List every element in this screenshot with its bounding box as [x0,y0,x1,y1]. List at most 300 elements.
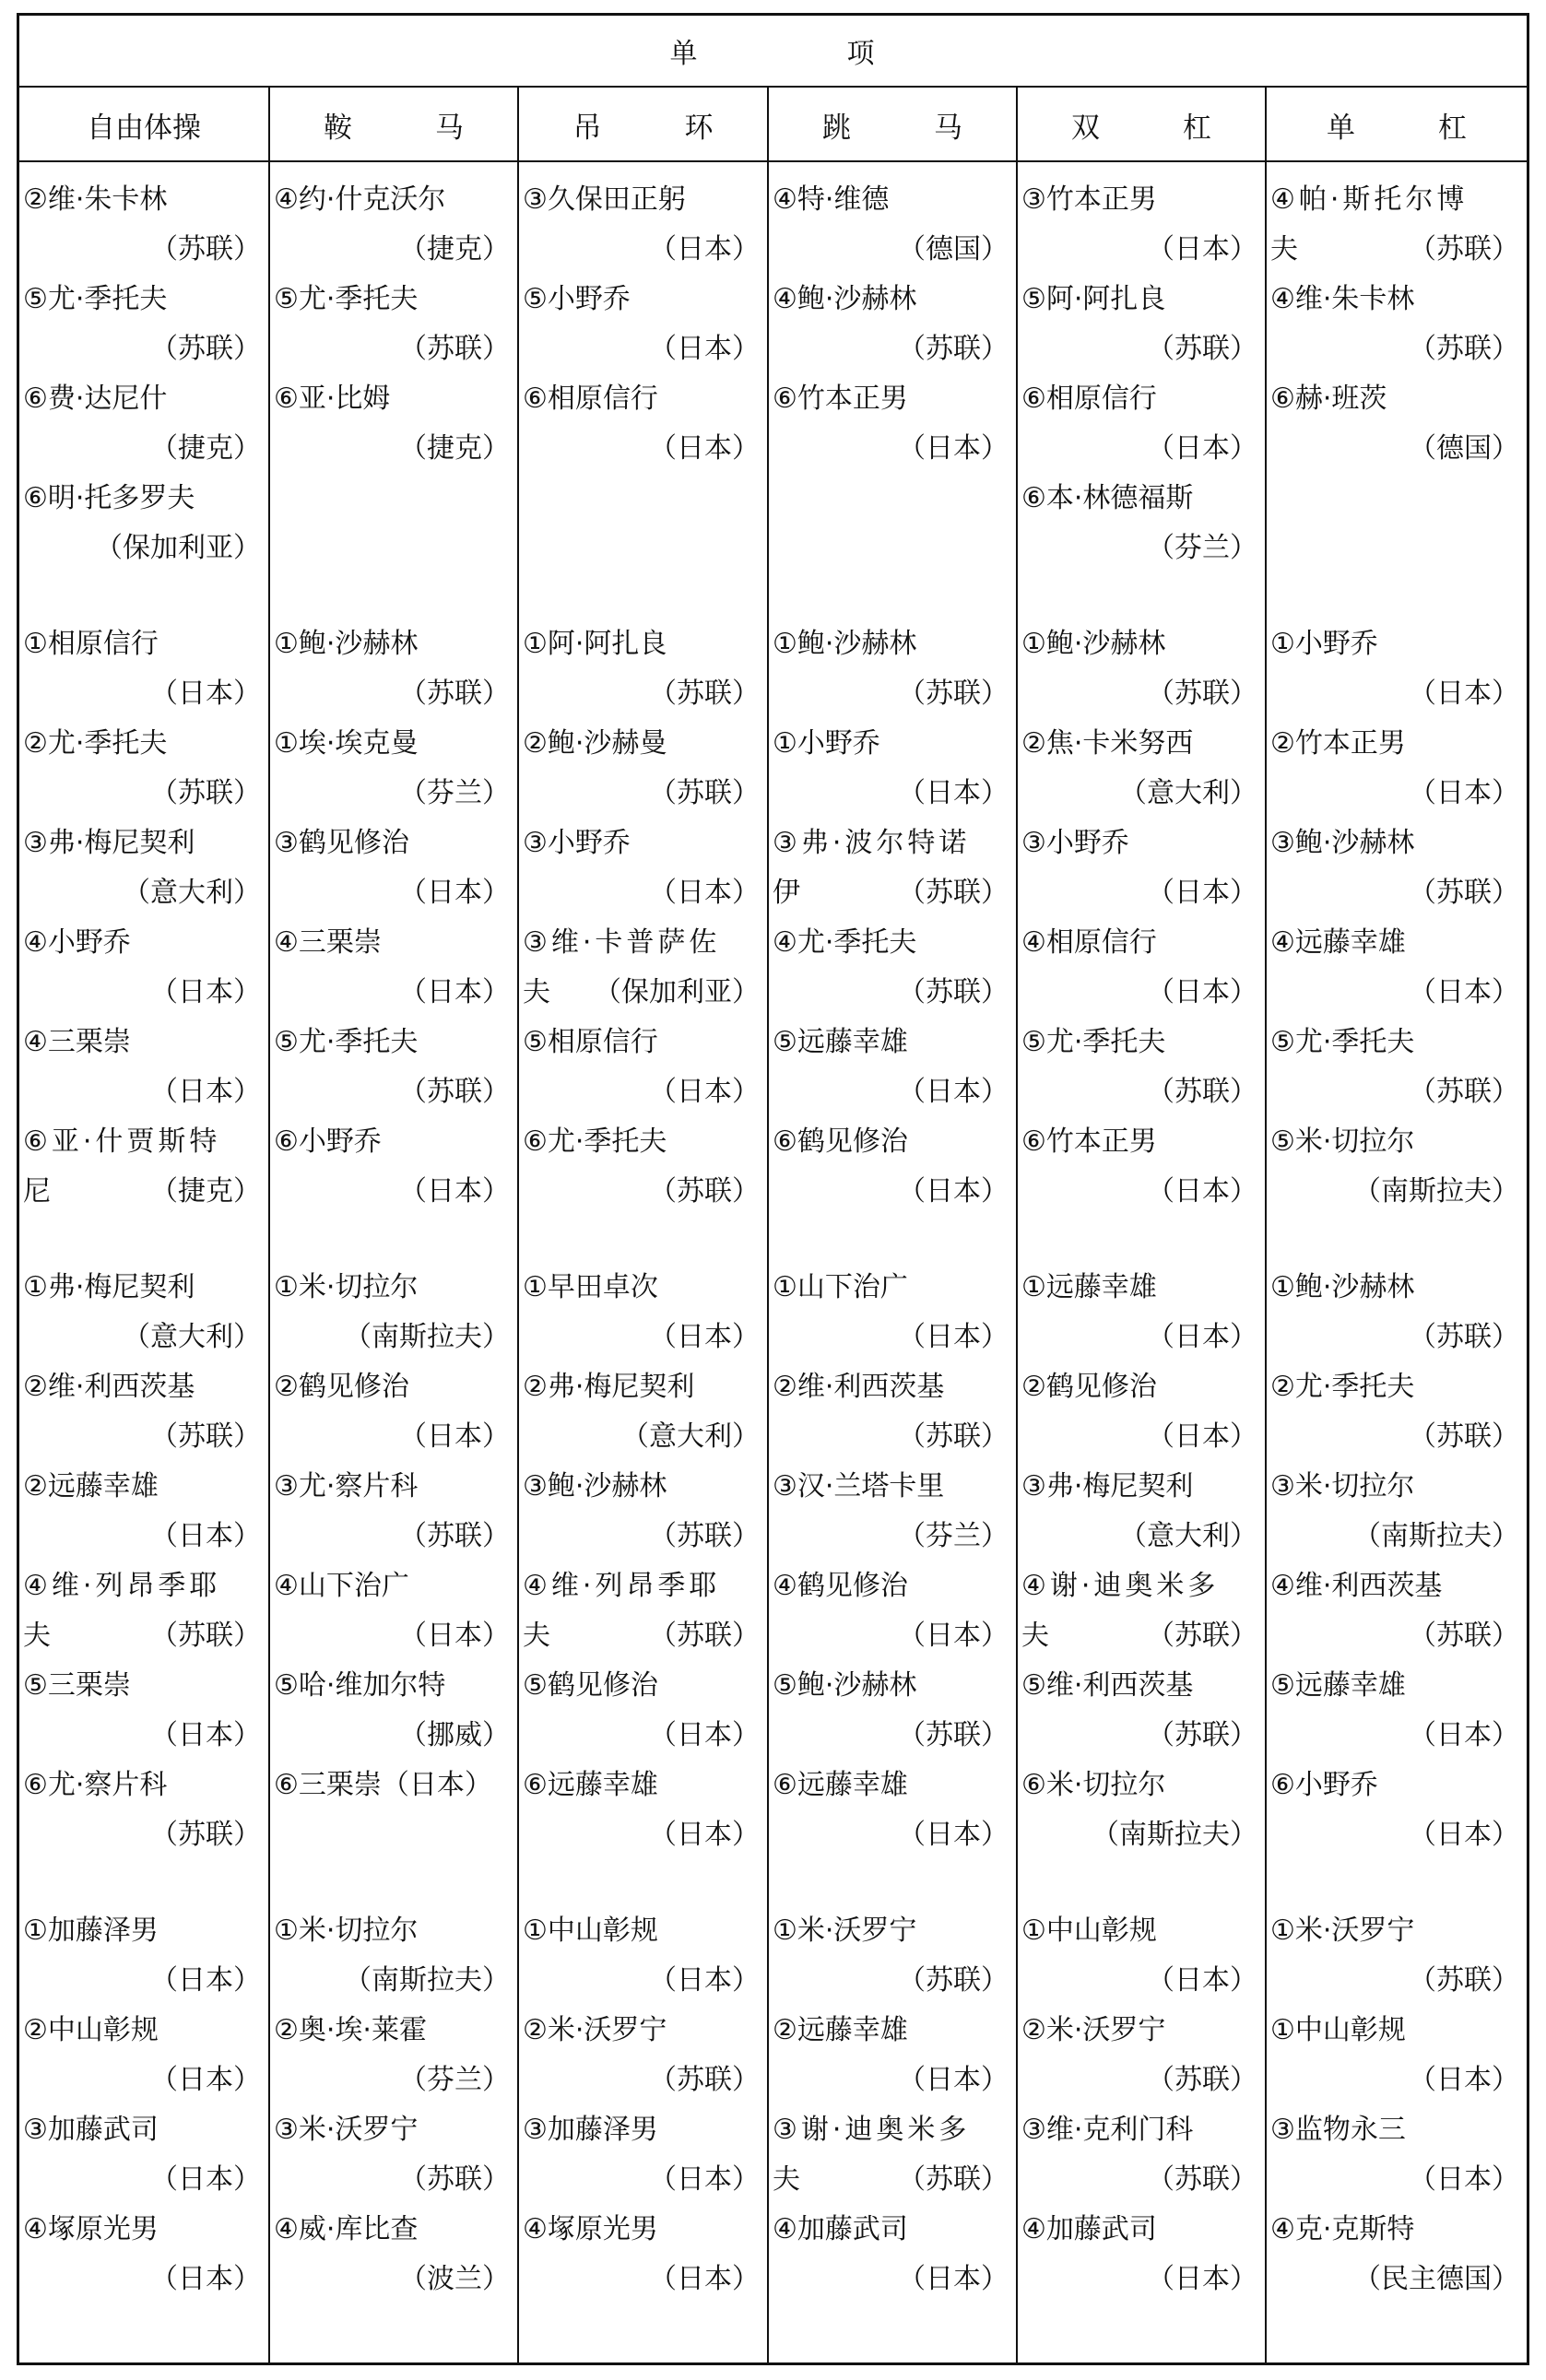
athlete-name: ②维·利西茨基 [773,1371,945,1403]
athlete-country: （日本） [399,1420,510,1453]
athlete-name: ③维·克利门科 [1021,2114,1194,2146]
athlete-name: ③谢·迪奥米多 [773,2114,971,2146]
athlete-country: （日本） [898,1321,1009,1353]
athlete-country: （苏联） [649,677,760,710]
athlete-name: ③汉·兰塔卡里 [773,1470,945,1502]
result-entry [270,362,517,465]
athlete-country: （苏联） [1147,1719,1257,1751]
result-entry [769,362,1016,465]
athlete-country: （日本） [150,1719,261,1751]
athlete-name: ⑥竹本正男 [1021,1125,1157,1158]
group-gap [519,561,767,607]
empty-space [769,462,1016,561]
group-gap [19,1848,268,1894]
group-gap [270,561,517,607]
athlete-country: （苏联） [1409,877,1519,909]
athlete-country [1270,226,1519,266]
athlete-country: （捷克） [399,233,510,265]
group-gap [769,1848,1016,1894]
result-entry [769,2093,1016,2196]
result-entry [1267,1894,1527,1997]
result-entry [1018,1006,1265,1108]
header-label: 杠 [1183,111,1211,145]
athlete-country: （意大利） [123,877,261,909]
athlete-name: ⑤尤·季托夫 [1270,1026,1415,1058]
games-group [270,1251,517,1848]
result-entry [270,1749,517,1848]
empty-space [270,462,517,561]
athlete-country: （日本） [1409,2163,1519,2196]
athlete-country: （日本） [898,432,1009,465]
athlete-name: ①鲍·沙赫林 [1270,1271,1415,1303]
games-group [519,607,767,1208]
athlete-country: （南斯拉夫） [1092,1819,1257,1851]
athlete-country: （苏联） [649,1620,760,1652]
athlete-country: （苏联） [150,1620,261,1652]
athlete-name: ②焦·卡米努西 [1021,727,1194,760]
athlete-country: （日本） [649,2263,760,2295]
athlete-country: （日本） [1409,777,1519,809]
athlete-name: ②鹤见修治 [274,1371,409,1403]
athlete-country: （苏联） [399,1520,510,1552]
athlete-country: （苏联） [1409,1620,1519,1652]
result-entry [270,906,517,1006]
athlete-name: ⑥明·托多罗夫 [23,482,195,514]
athlete-country: （日本） [649,2163,760,2196]
athlete-country: （保加利亚） [95,532,261,564]
result-entry [769,163,1016,263]
athlete-name: ②竹本正男 [1270,727,1406,760]
result-entry [1267,362,1527,465]
athlete-country: （苏联） [898,2163,1009,2196]
group-gap [19,561,268,607]
group-gap [1267,1205,1527,1251]
result-entry [270,607,517,710]
result-entry [270,1006,517,1108]
group-gap [1267,1848,1527,1894]
result-entry [19,1894,268,1997]
athlete-country [773,2156,1009,2197]
games-group [769,1894,1016,2295]
athlete-country: （日本） [1147,432,1257,465]
games-group [19,1894,268,2295]
result-entry [1018,2093,1265,2196]
result-entry [270,1105,517,1208]
col-vault [769,163,1016,2295]
result-entry [19,1450,268,1552]
result-entry [1267,807,1527,909]
athlete-country [523,1612,760,1653]
athlete-name: ⑤鹤见修治 [523,1669,658,1702]
athlete-name: ⑤远藤幸雄 [1270,1669,1406,1702]
result-entry [19,1006,268,1108]
games-group [270,607,517,1208]
result-entry [19,163,268,263]
athlete-country: （苏联） [1147,333,1257,365]
result-entry [769,1649,1016,1749]
athlete-name: ⑤阿·阿扎良 [1021,283,1166,315]
result-entry [769,607,1016,710]
games-group [519,1894,767,2295]
result-entry [769,1450,1016,1552]
athlete-country: （日本） [649,1964,760,1997]
athlete-country: （苏联） [1409,233,1519,265]
name-continuation: 伊 [773,877,800,909]
result-entry [769,906,1016,1006]
result-entry [1018,2193,1265,2295]
result-entry [1018,807,1265,909]
games-group [1267,1251,1527,1851]
athlete-name: ③弗·波尔特诺 [773,827,971,859]
header-label: 跳 [822,111,851,145]
games-group [769,607,1016,1208]
header-parallel-bars [1018,88,1265,160]
athlete-country: （日本） [898,2263,1009,2295]
result-entry [270,2093,517,2196]
result-entry [1267,607,1527,710]
athlete-name: ③小野乔 [523,827,631,859]
result-entry [19,1251,268,1353]
athlete-name: ②维·利西茨基 [23,1371,195,1403]
header-floor-exercise [19,88,268,160]
result-entry [769,1749,1016,1851]
athlete-country: （挪威） [399,1719,510,1751]
result-entry [519,2093,767,2196]
athlete-name: ①早田卓次 [523,1271,658,1303]
games-group [19,607,268,1208]
athlete-name: ⑤维·利西茨基 [1021,1669,1194,1702]
empty-space [519,462,767,561]
athlete-country: （日本） [898,2064,1009,2096]
athlete-country: （德国） [1409,432,1519,465]
col-parallel-bars [1018,163,1265,2295]
result-entry [1018,707,1265,807]
athlete-country: （意大利） [123,1321,261,1353]
athlete-country: （捷克） [150,1175,261,1208]
athlete-name: ⑤三栗崇 [23,1669,131,1702]
athlete-name: ③鲍·沙赫林 [1270,827,1415,859]
athlete-name: ⑥费·达尼什 [23,383,168,415]
result-entry [769,1350,1016,1453]
group-gap [270,1205,517,1251]
athlete-name: ⑤尤·季托夫 [1021,1026,1166,1058]
athlete-country: （苏联） [1409,1964,1519,1997]
athlete-name: ④三栗崇 [274,926,382,959]
result-entry [1267,1749,1527,1851]
athlete-name: ④加藤武司 [1021,2213,1157,2245]
header-label: 吊 [572,111,602,145]
athlete-country: （日本） [150,2163,261,2196]
result-entry [1018,1749,1265,1851]
result-entry [1267,1006,1527,1108]
athlete-name: ②鲍·沙赫曼 [523,727,667,760]
result-entry [519,2193,767,2295]
athlete-name: ③竹本正男 [1021,183,1157,216]
athlete-country: （苏联） [898,1964,1009,1997]
col-horizontal-bar [1267,163,1527,2295]
athlete-country: （日本） [150,1520,261,1552]
games-group [19,1251,268,1851]
athlete-name: ⑥赫·班茨 [1270,383,1387,415]
athlete-country: （苏联） [399,1076,510,1108]
athlete-country: （德国） [898,233,1009,265]
athlete-country: （苏联） [150,777,261,809]
athlete-country: （日本） [1409,2064,1519,2096]
games-group [1018,1894,1265,2295]
result-entry [1267,263,1527,365]
result-entry [519,1549,767,1652]
name-continuation: 夫 [523,976,550,1008]
athlete-name: ④山下治广 [274,1570,409,1602]
athlete-name: ④帕·斯托尔博 [1270,183,1469,216]
games-group [1267,163,1527,465]
athlete-name: ⑥相原信行 [1021,383,1157,415]
col-pommel-horse [270,163,517,2295]
games-group [1018,163,1265,564]
athlete-country: （意大利） [1119,777,1257,809]
athlete-name: ⑤尤·季托夫 [274,1026,419,1058]
name-continuation: 夫 [523,1620,550,1652]
group-gap [19,1205,268,1251]
header-divider [19,160,1527,162]
athlete-country: （日本） [1409,677,1519,710]
result-entry [1018,906,1265,1006]
athlete-country: （苏联） [898,677,1009,710]
athlete-name: ①小野乔 [773,727,880,760]
athlete-country: （日本） [1409,1819,1519,1851]
athlete-name: ①中山彰规 [523,1915,658,1947]
name-continuation: 夫 [773,2163,800,2196]
result-entry [519,1894,767,1997]
athlete-name: ③米·切拉尔 [1270,1470,1415,1502]
result-entry [519,1006,767,1108]
title-divider [19,86,1527,88]
athlete-name: ③弗·梅尼契利 [23,827,195,859]
result-entry [270,707,517,807]
athlete-name: ③小野乔 [1021,827,1129,859]
result-entry [519,906,767,1006]
athlete-name: ⑥小野乔 [274,1125,382,1158]
result-entry [19,1549,268,1652]
athlete-country: （南斯拉夫） [1353,1175,1519,1208]
result-entry [769,1251,1016,1353]
athlete-country: （苏联） [1409,333,1519,365]
result-entry [519,163,767,263]
games-group [769,163,1016,465]
header-pommel-horse [270,88,517,160]
result-entry [1018,362,1265,465]
athlete-name: ②弗·梅尼契利 [523,1371,695,1403]
athlete-country: （苏联） [898,1420,1009,1453]
athlete-name: ⑤哈·维加尔特 [274,1669,446,1702]
athlete-country: （日本） [649,432,760,465]
athlete-country: （苏联） [150,1420,261,1453]
athlete-name: ①鲍·沙赫林 [773,628,917,660]
athlete-country: （日本） [1147,2263,1257,2295]
result-entry [270,1450,517,1552]
athlete-name: ④远藤幸雄 [1270,926,1406,959]
athlete-name: ④约·什克沃尔 [274,183,446,216]
games-group [270,1894,517,2295]
games-group [519,163,767,465]
athlete-name: ①鲍·沙赫林 [1021,628,1166,660]
athlete-country: （苏联） [898,333,1009,365]
result-entry [1018,1105,1265,1208]
result-entry [270,2193,517,2295]
athlete-name: ⑤相原信行 [523,1026,658,1058]
athlete-country: （苏联） [898,1719,1009,1751]
athlete-country: （日本） [649,1819,760,1851]
athlete-name: ②鹤见修治 [1021,1371,1157,1403]
athlete-country: （日本） [649,877,760,909]
athlete-name: ⑥尤·察片科 [23,1769,168,1801]
result-entry [19,462,268,564]
athlete-country: （日本） [150,1964,261,1997]
athlete-name: ⑤尤·季托夫 [23,283,168,315]
result-entry [769,1549,1016,1652]
games-group [519,1251,767,1851]
athlete-country: （日本） [399,1620,510,1652]
group-gap [1018,1205,1265,1251]
athlete-name: ①小野乔 [1270,628,1378,660]
athlete-country: （苏联） [1147,1076,1257,1108]
header-horizontal-bar [1267,88,1527,160]
result-entry [19,707,268,807]
result-entry [1018,607,1265,710]
athlete-name: ①加藤泽男 [23,1915,159,1947]
header-label: 杠 [1438,111,1467,145]
athlete-country: （日本） [1147,1175,1257,1208]
result-entry [19,1749,268,1851]
athlete-name: ①中山彰规 [1270,2014,1406,2046]
result-entry [1267,1450,1527,1552]
athlete-country: （意大利） [1119,1520,1257,1552]
athlete-country: （苏联） [1147,2064,1257,2096]
athlete-name: ①远藤幸雄 [1021,1271,1157,1303]
athlete-country: （日本） [898,1819,1009,1851]
athlete-name: ⑥鹤见修治 [773,1125,908,1158]
athlete-country: （日本） [649,1321,760,1353]
athlete-country: （日本） [1147,976,1257,1008]
result-entry [19,1994,268,2096]
result-entry [1018,1450,1265,1552]
result-entry [769,1006,1016,1108]
athlete-country: （日本） [150,1076,261,1108]
athlete-name: ②尤·季托夫 [1270,1371,1415,1403]
athlete-country: （日本） [1147,877,1257,909]
header-label: 单 [1327,111,1355,145]
athlete-name: ⑤尤·季托夫 [274,283,419,315]
athlete-country: （日本） [1147,1321,1257,1353]
athlete-country: （南斯拉夫） [1353,1520,1519,1552]
athlete-country: （苏联） [898,877,1009,909]
athlete-country: （日本） [1147,1420,1257,1453]
name-continuation: 夫 [1270,233,1298,265]
result-entry [1267,906,1527,1006]
athlete-name: ⑥远藤幸雄 [773,1769,908,1801]
result-entry [1267,1105,1527,1208]
athlete-country: （苏联） [898,976,1009,1008]
games-group [1267,607,1527,1208]
athlete-country: （苏联） [399,677,510,710]
athlete-name: ④维·利西茨基 [1270,1570,1443,1602]
athlete-name: ②米·沃罗宁 [523,2014,667,2046]
athlete-name: ④威·库比查 [274,2213,419,2245]
athlete-name: ④特·维德 [773,183,890,216]
result-entry [519,607,767,710]
athlete-country: （日本） [1147,233,1257,265]
result-entry [1018,1649,1265,1749]
result-entry [270,1549,517,1652]
athlete-name: ⑥三栗崇（日本） [274,1769,492,1801]
athlete-name: ②远藤幸雄 [773,2014,908,2046]
result-entry [1267,1251,1527,1353]
athlete-name: ③弗·梅尼契利 [1021,1470,1194,1502]
games-group [769,1251,1016,1851]
group-gap [769,1205,1016,1251]
result-entry [270,1350,517,1453]
result-entry [769,807,1016,909]
empty-space [1267,462,1527,561]
athlete-name: ④维·列昂季耶 [23,1570,221,1602]
result-entry [270,263,517,365]
athlete-name: ④尤·季托夫 [773,926,917,959]
result-entry [19,906,268,1006]
athlete-country: （日本） [150,2064,261,2096]
result-entry [1267,2193,1527,2295]
athlete-country: （日本） [399,877,510,909]
games-group [270,163,517,465]
athlete-country: （日本） [649,333,760,365]
athlete-name: ⑥小野乔 [1270,1769,1378,1801]
result-entry [1267,1994,1527,2096]
result-entry [1267,1649,1527,1749]
athlete-country: （日本） [649,1076,760,1108]
table-title [19,16,1527,86]
athlete-country: （苏联） [1409,1076,1519,1108]
athlete-name: ①山下治广 [773,1271,908,1303]
athlete-name: ③久保田正躬 [523,183,686,216]
header-rings [519,88,767,160]
athlete-country: （日本） [1147,1964,1257,1997]
athlete-name: ②中山彰规 [23,2014,159,2046]
result-entry [519,1994,767,2096]
athlete-country: （日本） [1409,976,1519,1008]
result-entry [270,1251,517,1353]
result-entry [270,1994,517,2096]
result-entry [769,1994,1016,2096]
col-rings [519,163,767,2295]
result-entry [270,1649,517,1749]
games-group [1018,607,1265,1208]
result-entry [1267,1350,1527,1453]
result-entry [519,362,767,465]
athlete-name: ④鹤见修治 [773,1570,908,1602]
result-entry [519,707,767,807]
group-gap [519,1848,767,1894]
athlete-name: ②远藤幸雄 [23,1470,159,1502]
athlete-name: ①米·沃罗宁 [1270,1915,1415,1947]
athlete-country: （苏联） [1147,1620,1257,1652]
athlete-name: ⑥亚·什贾斯特 [23,1125,221,1158]
athlete-name: ②尤·季托夫 [23,727,168,760]
result-entry [1018,1994,1265,2096]
header-label: 马 [435,111,464,145]
group-gap [519,1205,767,1251]
athlete-country: （苏联） [150,233,261,265]
athlete-country: （芬兰） [898,1520,1009,1552]
athlete-country: （苏联） [399,333,510,365]
